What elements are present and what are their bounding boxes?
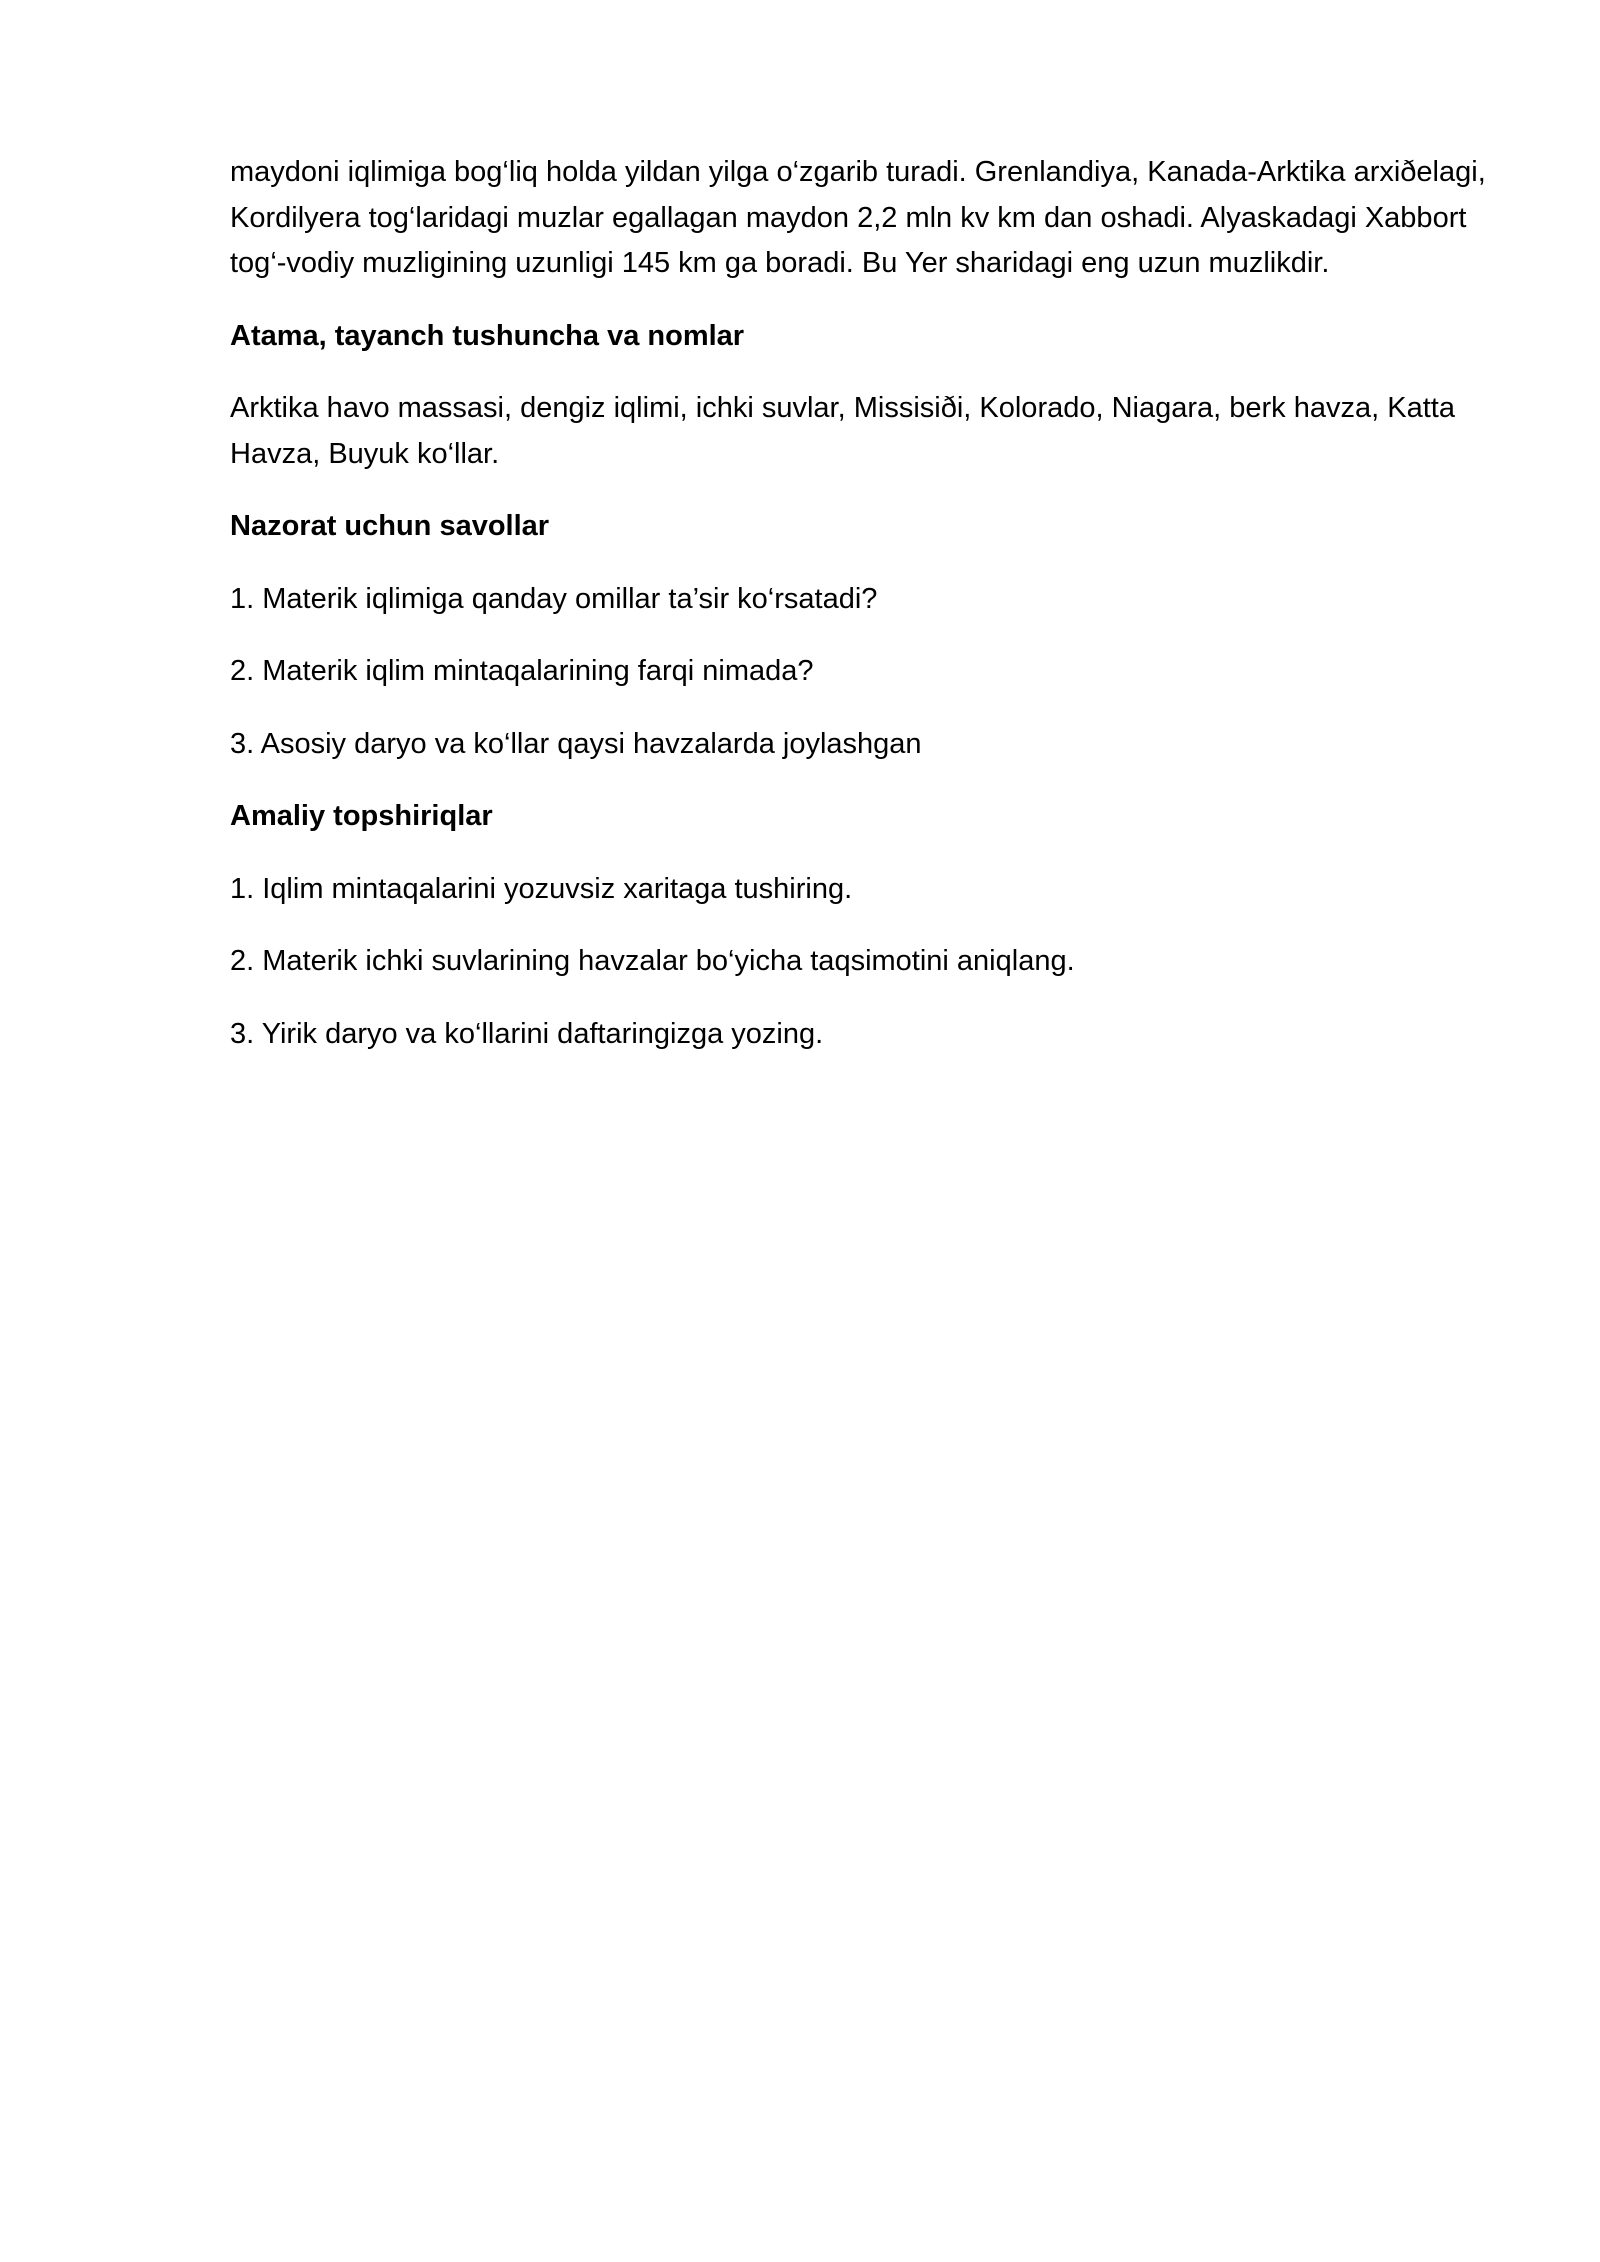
question-item: 3. Asosiy daryo va ko‘llar qaysi havzalarda joylashgan xyxy=(230,727,922,760)
questions-section xyxy=(230,504,1500,767)
tasks-heading: Amaliy topshiriqlar xyxy=(230,800,493,832)
question-item: 2. Materik iqlim mintaqalarining farqi nimada? xyxy=(230,655,814,687)
question-item: 1. Materik iqlimiga qanday omillar ta’sir ko‘rsatadi? xyxy=(230,582,878,615)
terms-text: Arktika havo massasi, dengiz iqlimi, ichki suvlar, Missisiði, Kolorado, Niagara, berk havza, Katta Havza, Buyuk ko‘llar. xyxy=(230,392,1455,470)
terms-section xyxy=(230,314,1500,478)
task-item: 3. Yirik daryo va ko‘llarini daftaringizga yozing. xyxy=(230,1017,824,1050)
questions-heading: Nazorat uchun savollar xyxy=(230,510,550,542)
task-item: 1. Iqlim mintaqalarini yozuvsiz xaritaga tushiring. xyxy=(230,872,853,905)
intro-paragraph: maydoni iqlimiga bog‘liq holda yildan yilga o‘zgarib turadi. Grenlandiya, Kanada-Arktika arxiðelagi, Kordilyera tog‘laridagi muzlar egallagan maydon 2,2 mln kv km dan oshadi. Alyaskadagi Xabbort tog‘-vodiy muzligining uzunligi 145 km ga boradi. Bu Yer sharidagi eng uzun muzlikdir. xyxy=(230,156,1486,279)
terms-heading: Atama, tayanch tushuncha va nomlar xyxy=(230,319,745,352)
task-item: 2. Materik ichki suvlarining havzalar bo‘yicha taqsimotini aniqlang. xyxy=(230,945,1075,977)
tasks-section xyxy=(230,794,1500,1057)
document-page xyxy=(230,150,1500,1084)
